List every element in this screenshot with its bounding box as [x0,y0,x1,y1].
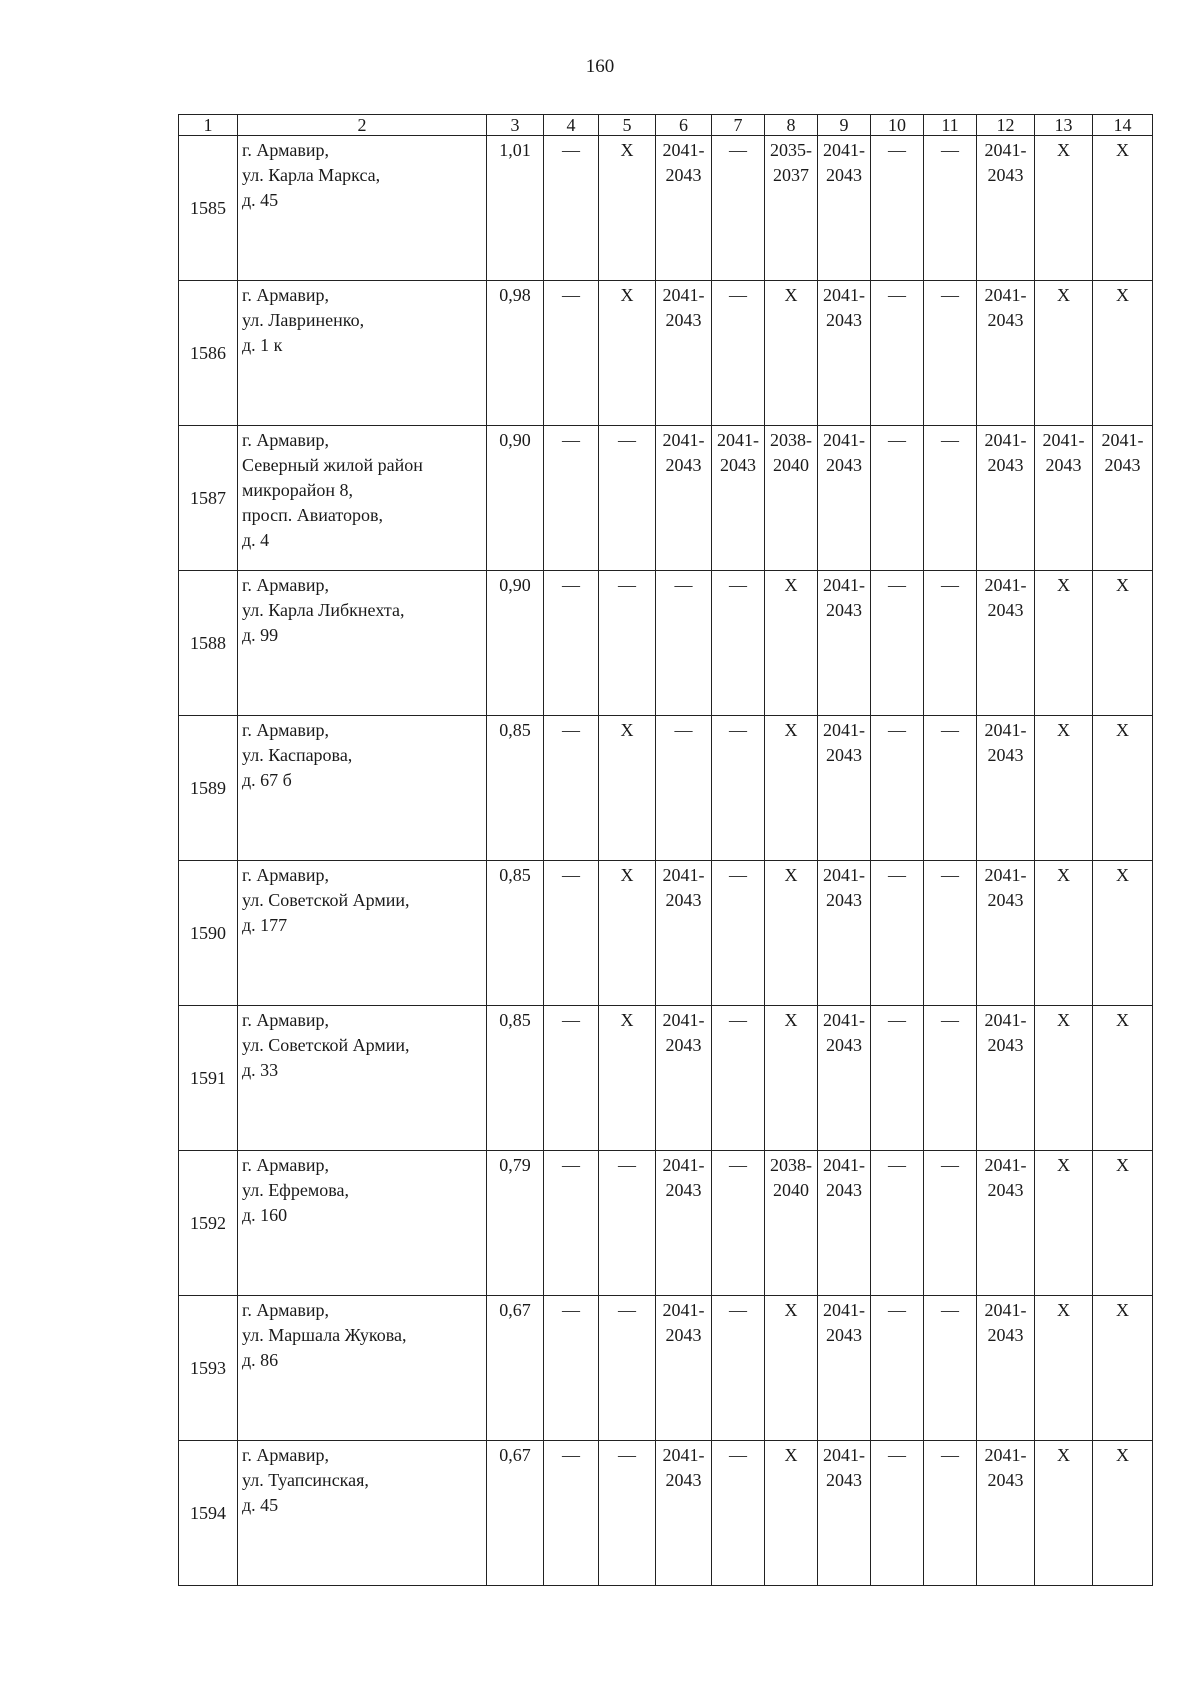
cell-c5: Х [599,1006,656,1151]
cell-line: 2043 [826,600,862,620]
cell-c7: — [712,571,765,716]
cell-c8: Х [765,716,818,861]
address-line: ул. Лавриненко, [242,310,365,330]
cell-c14: Х [1093,281,1153,426]
row-number: 1588 [179,571,238,716]
address-line: ул. Советской Армии, [242,890,410,910]
cell-c4: — [544,1441,599,1586]
cell-c13: Х [1035,1296,1093,1441]
cell-line: 2041- [823,140,865,160]
address-line: г. Армавир, [242,865,329,885]
address-line: ул. Карла Маркса, [242,165,381,185]
cell-c12 [977,136,1035,281]
cell-line: 2043 [987,890,1024,910]
cell-line: 2043 [826,1180,862,1200]
address-cell [238,281,487,426]
cell-line: 2041- [984,865,1027,885]
cell-c11: — [924,861,977,1006]
cell-c13: Х [1035,1006,1093,1151]
cell-c9 [818,1441,871,1586]
address-cell [238,1441,487,1586]
address-cell [238,716,487,861]
cell-c8 [765,136,818,281]
cell-line: 2043 [826,310,862,330]
cell-line: 2041- [984,720,1027,740]
address-line: ул. Каспарова, [242,745,353,765]
cell-line: 2043 [987,1325,1024,1345]
cell-c12 [977,1296,1035,1441]
address-line: г. Армавир, [242,140,329,160]
cell-line: 2041- [984,1155,1027,1175]
cell-c14: Х [1093,571,1153,716]
column-number-6: 6 [656,115,712,136]
cell-line: 2041- [823,1010,865,1030]
address-line: микрорайон 8, [242,480,354,500]
cell-c7: — [712,281,765,426]
cell-c10: — [871,281,924,426]
cell-c9 [818,571,871,716]
address-line: г. Армавир, [242,1155,329,1175]
cell-c13: Х [1035,571,1093,716]
address-cell [238,571,487,716]
cell-line: 2043 [826,455,862,475]
cell-c6: — [656,571,712,716]
column-number-7: 7 [712,115,765,136]
cell-c3: 0,79 [487,1151,544,1296]
cell-c7: — [712,1006,765,1151]
cell-line: 2043 [665,455,702,475]
cell-line: 2041- [823,1155,865,1175]
cell-c14: Х [1093,1296,1153,1441]
cell-line: 2037 [773,165,809,185]
cell-line: 2041- [662,1155,705,1175]
cell-line: 2041- [717,430,759,450]
row-number: 1585 [179,136,238,281]
cell-c9 [818,861,871,1006]
cell-c5: Х [599,716,656,861]
cell-c7: — [712,1151,765,1296]
cell-c10: — [871,1006,924,1151]
cell-line: 2041- [662,430,705,450]
cell-c4: — [544,136,599,281]
cell-c10: — [871,716,924,861]
address-cell [238,1006,487,1151]
address-line: г. Армавир, [242,285,329,305]
cell-line: 2043 [987,165,1024,185]
cell-line: 2043 [826,165,862,185]
cell-c8: Х [765,281,818,426]
cell-c3: 0,67 [487,1441,544,1586]
cell-c4: — [544,1151,599,1296]
cell-line: 2043 [826,1035,862,1055]
cell-c5: Х [599,136,656,281]
cell-c14: Х [1093,1441,1153,1586]
cell-c3: 0,90 [487,426,544,571]
cell-c4: — [544,281,599,426]
cell-c12 [977,1441,1035,1586]
table-row [179,1441,1153,1586]
cell-c9 [818,281,871,426]
cell-c5: — [599,571,656,716]
cell-c11: — [924,1006,977,1151]
cell-c5: Х [599,281,656,426]
row-number: 1593 [179,1296,238,1441]
cell-line: 2043 [665,1180,702,1200]
cell-line: 2041- [823,1300,865,1320]
cell-c12 [977,571,1035,716]
cell-c14: Х [1093,136,1153,281]
cell-c4: — [544,426,599,571]
cell-line: 2043 [665,165,702,185]
cell-line: 2041- [823,720,865,740]
address-line: г. Армавир, [242,575,329,595]
cell-c11: — [924,1151,977,1296]
cell-c5: — [599,1441,656,1586]
table-row [179,136,1153,281]
cell-line: 2041- [1042,430,1085,450]
cell-c6 [656,136,712,281]
column-number-10: 10 [871,115,924,136]
table-row [179,716,1153,861]
cell-c14: Х [1093,1006,1153,1151]
address-line: д. 45 [242,1495,279,1515]
cell-line: 2043 [720,455,756,475]
cell-c4: — [544,571,599,716]
cell-c3: 0,98 [487,281,544,426]
column-number-3: 3 [487,115,544,136]
cell-c9 [818,716,871,861]
cell-c12 [977,426,1035,571]
column-number-14: 14 [1093,115,1153,136]
cell-c3: 0,85 [487,1006,544,1151]
cell-c5: — [599,1296,656,1441]
page-number: 160 [585,56,615,77]
cell-c12 [977,1006,1035,1151]
cell-line: 2043 [826,1325,862,1345]
cell-c11: — [924,281,977,426]
cell-line: 2043 [826,1470,862,1490]
cell-line: 2043 [665,1035,702,1055]
cell-line: 2038- [770,1155,812,1175]
cell-c3: 0,67 [487,1296,544,1441]
address-line: г. Армавир, [242,1010,329,1030]
cell-c14: Х [1093,716,1153,861]
table-row [179,281,1153,426]
cell-line: 2043 [1104,455,1141,475]
cell-c6 [656,1296,712,1441]
cell-line: 2041- [823,1445,865,1465]
cell-c11: — [924,716,977,861]
cell-c8 [765,426,818,571]
cell-c10: — [871,1441,924,1586]
cell-line: 2040 [773,455,809,475]
cell-c10: — [871,571,924,716]
column-number-row [179,115,1153,136]
cell-c13: Х [1035,1151,1093,1296]
register-table [178,114,1153,1586]
cell-c11: — [924,136,977,281]
address-line: ул. Маршала Жукова, [242,1325,407,1345]
cell-c8: Х [765,861,818,1006]
cell-c9 [818,1151,871,1296]
cell-line: 2041- [984,430,1027,450]
cell-c3: 0,90 [487,571,544,716]
cell-c12 [977,861,1035,1006]
cell-c10: — [871,861,924,1006]
cell-line: 2041- [662,1300,705,1320]
table-row [179,861,1153,1006]
cell-line: 2041- [984,140,1027,160]
table-row [179,1296,1153,1441]
address-line: ул. Туапсинская, [242,1470,369,1490]
cell-line: 2043 [987,745,1024,765]
cell-c13: Х [1035,1441,1093,1586]
cell-c13: Х [1035,861,1093,1006]
cell-c13: Х [1035,281,1093,426]
address-line: ул. Ефремова, [242,1180,349,1200]
cell-line: 2041- [1101,430,1144,450]
address-line: д. 4 [242,530,270,550]
address-line: просп. Авиаторов, [242,505,383,525]
cell-line: 2043 [665,1470,702,1490]
cell-c4: — [544,861,599,1006]
cell-line: 2041- [984,1300,1027,1320]
cell-c4: — [544,1006,599,1151]
cell-line: 2043 [987,1035,1024,1055]
cell-c8: Х [765,571,818,716]
cell-line: 2041- [984,1445,1027,1465]
address-cell [238,426,487,571]
column-number-1: 1 [179,115,238,136]
cell-line: 2043 [987,1470,1024,1490]
address-cell [238,1296,487,1441]
cell-c5: — [599,1151,656,1296]
cell-c9 [818,426,871,571]
cell-line: 2040 [773,1180,809,1200]
cell-c9 [818,1296,871,1441]
cell-c9 [818,136,871,281]
cell-line: 2043 [665,310,702,330]
cell-line: 2041- [984,285,1027,305]
address-cell [238,136,487,281]
cell-c13 [1035,426,1093,571]
cell-line: 2043 [1045,455,1082,475]
cell-c9 [818,1006,871,1151]
cell-line: 2035- [770,140,812,160]
column-number-8: 8 [765,115,818,136]
address-line: г. Армавир, [242,720,329,740]
address-line: д. 1 к [242,335,283,355]
address-line: д. 160 [242,1205,288,1225]
table-row [179,571,1153,716]
address-line: д. 45 [242,190,279,210]
column-number-12: 12 [977,115,1035,136]
cell-c7: — [712,861,765,1006]
cell-c14 [1093,426,1153,571]
cell-line: 2041- [662,140,705,160]
cell-c7: — [712,1296,765,1441]
cell-c6 [656,281,712,426]
cell-line: 2041- [662,285,705,305]
cell-c13: Х [1035,716,1093,861]
table-row [179,1006,1153,1151]
row-number: 1590 [179,861,238,1006]
row-number: 1594 [179,1441,238,1586]
cell-c11: — [924,1296,977,1441]
cell-line: 2041- [823,575,865,595]
cell-c3: 1,01 [487,136,544,281]
address-line: г. Армавир, [242,1445,329,1465]
address-line: г. Армавир, [242,1300,329,1320]
row-number: 1589 [179,716,238,861]
cell-c5: Х [599,861,656,1006]
cell-c6 [656,1006,712,1151]
row-number: 1592 [179,1151,238,1296]
column-number-9: 9 [818,115,871,136]
cell-line: 2041- [662,1445,705,1465]
cell-c7: — [712,716,765,861]
address-line: ул. Карла Либкнехта, [242,600,405,620]
cell-c11: — [924,1441,977,1586]
cell-c3: 0,85 [487,861,544,1006]
address-line: д. 33 [242,1060,279,1080]
cell-c8: Х [765,1296,818,1441]
cell-c11: — [924,426,977,571]
cell-c4: — [544,1296,599,1441]
cell-line: 2041- [984,1010,1027,1030]
cell-c11: — [924,571,977,716]
cell-c13: Х [1035,136,1093,281]
cell-line: 2043 [987,455,1024,475]
cell-c8: Х [765,1006,818,1151]
cell-c7: — [712,136,765,281]
cell-c12 [977,716,1035,861]
address-line: Северный жилой район [242,455,423,475]
table-row [179,1151,1153,1296]
cell-c7: — [712,1441,765,1586]
cell-line: 2043 [987,1180,1024,1200]
cell-c14: Х [1093,861,1153,1006]
cell-c10: — [871,1296,924,1441]
column-number-11: 11 [924,115,977,136]
cell-c6: — [656,716,712,861]
cell-c10: — [871,426,924,571]
address-line: ул. Советской Армии, [242,1035,410,1055]
cell-line: 2041- [662,865,705,885]
cell-c10: — [871,1151,924,1296]
cell-c6 [656,1151,712,1296]
address-cell [238,1151,487,1296]
cell-c5: — [599,426,656,571]
address-line: д. 86 [242,1350,279,1370]
cell-c12 [977,281,1035,426]
address-line: д. 99 [242,625,279,645]
row-number: 1586 [179,281,238,426]
cell-line: 2041- [984,575,1027,595]
cell-c10: — [871,136,924,281]
cell-c6 [656,861,712,1006]
cell-line: 2043 [826,890,862,910]
cell-c4: — [544,716,599,861]
cell-line: 2038- [770,430,812,450]
row-number: 1591 [179,1006,238,1151]
table-row [179,426,1153,571]
column-number-5: 5 [599,115,656,136]
address-line: д. 67 б [242,770,292,790]
cell-line: 2041- [823,865,865,885]
address-line: д. 177 [242,915,288,935]
cell-c6 [656,426,712,571]
cell-c3: 0,85 [487,716,544,861]
cell-line: 2041- [823,285,865,305]
cell-line: 2043 [665,1325,702,1345]
cell-c8: Х [765,1441,818,1586]
cell-c14: Х [1093,1151,1153,1296]
cell-c12 [977,1151,1035,1296]
column-number-13: 13 [1035,115,1093,136]
cell-line: 2041- [662,1010,705,1030]
cell-line: 2043 [987,600,1024,620]
table-body [179,115,1153,1586]
address-line: г. Армавир, [242,430,329,450]
cell-c7 [712,426,765,571]
cell-c6 [656,1441,712,1586]
column-number-2: 2 [238,115,487,136]
cell-line: 2043 [665,890,702,910]
column-number-4: 4 [544,115,599,136]
cell-c8 [765,1151,818,1296]
cell-line: 2043 [826,745,862,765]
row-number: 1587 [179,426,238,571]
address-cell [238,861,487,1006]
cell-line: 2041- [823,430,865,450]
cell-line: 2043 [987,310,1024,330]
